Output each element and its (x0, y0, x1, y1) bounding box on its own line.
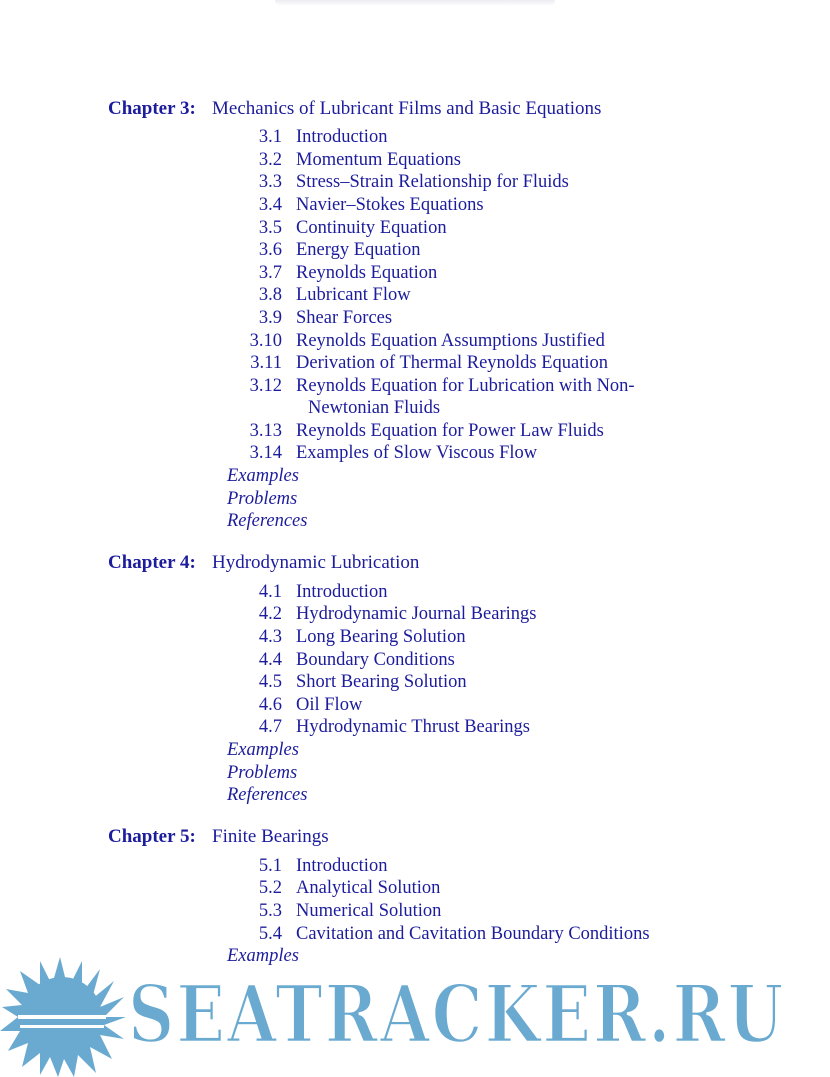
section-number: 5.2 (258, 878, 282, 898)
section-number: 4.5 (258, 672, 282, 692)
section-title: Reynolds Equation for Lubrication with Non- (296, 376, 635, 396)
section-number: 4.3 (258, 627, 282, 647)
section-title: Hydrodynamic Journal Bearings (296, 604, 537, 624)
section-number: 5.3 (258, 901, 282, 921)
section-title: Cavitation and Cavitation Boundary Conditions (296, 924, 650, 944)
section-title: Stress–Strain Relationship for Fluids (296, 172, 569, 192)
section-title: Energy Equation (296, 240, 421, 260)
section-title: Introduction (296, 127, 388, 147)
toc-references[interactable]: References (227, 511, 308, 531)
section-title: Oil Flow (296, 695, 363, 715)
chapter-3-heading[interactable] (108, 98, 601, 120)
section-title: Shear Forces (296, 308, 393, 328)
section-title: Momentum Equations (296, 150, 461, 170)
section-number: 3.3 (258, 172, 282, 192)
page-edge-shadow (275, 0, 555, 6)
chapter-label: Chapter 5: (108, 826, 196, 847)
section-title: Introduction (296, 582, 388, 602)
section-title: Hydrodynamic Thrust Bearings (296, 717, 530, 737)
section-number: 4.4 (258, 650, 282, 670)
toc-examples[interactable]: Examples (227, 946, 299, 966)
section-number: 4.7 (258, 717, 282, 737)
toc-examples[interactable]: Examples (227, 466, 299, 486)
section-title: Reynolds Equation Assumptions Justified (296, 331, 605, 351)
chapter-title: Hydrodynamic Lubrication (212, 552, 420, 573)
section-number: 3.11 (250, 353, 282, 373)
section-number: 5.1 (258, 856, 282, 876)
section-number: 3.12 (249, 376, 282, 396)
section-title-continuation: Newtonian Fluids (308, 398, 441, 418)
section-number: 3.8 (258, 285, 282, 305)
section-title: Lubricant Flow (296, 285, 411, 305)
section-title: Derivation of Thermal Reynolds Equation (296, 353, 609, 373)
chapter-label: Chapter 3: (108, 98, 196, 119)
section-title: Boundary Conditions (296, 650, 455, 670)
toc-problems[interactable]: Problems (227, 763, 298, 783)
toc-problems[interactable]: Problems (227, 489, 298, 509)
section-number: 3.7 (258, 263, 282, 283)
section-title: Long Bearing Solution (296, 627, 466, 647)
section-number: 3.2 (258, 150, 282, 170)
sun-icon (0, 957, 126, 1077)
section-title: Reynolds Equation for Power Law Fluids (296, 421, 604, 441)
toc-references[interactable]: References (227, 785, 308, 805)
section-title: Short Bearing Solution (296, 672, 467, 692)
section-number: 5.4 (258, 924, 282, 944)
chapter-title: Mechanics of Lubricant Films and Basic Equations (212, 98, 602, 119)
chapter-title: Finite Bearings (212, 826, 329, 847)
section-number: 3.13 (249, 421, 282, 441)
section-number: 3.4 (258, 195, 282, 215)
section-number: 3.10 (249, 331, 282, 351)
section-number: 3.6 (258, 240, 282, 260)
section-title: Examples of Slow Viscous Flow (296, 443, 538, 463)
section-number: 4.2 (258, 604, 282, 624)
section-title: Continuity Equation (296, 218, 447, 238)
section-title: Reynolds Equation (296, 263, 438, 283)
section-title: Numerical Solution (296, 901, 442, 921)
section-number: 3.9 (258, 308, 282, 328)
section-number: 4.1 (258, 582, 282, 602)
section-number: 3.1 (258, 127, 282, 147)
chapter-5-heading[interactable] (108, 826, 329, 848)
section-title: Navier–Stokes Equations (296, 195, 484, 215)
chapter-label: Chapter 4: (108, 552, 196, 573)
section-number: 4.6 (258, 695, 282, 715)
section-title: Introduction (296, 856, 388, 876)
watermark-text: SEATRACKER.RU (128, 968, 786, 1062)
toc-examples[interactable]: Examples (227, 740, 299, 760)
chapter-4-heading[interactable] (108, 552, 419, 574)
section-title: Analytical Solution (296, 878, 441, 898)
section-number: 3.14 (249, 443, 282, 463)
section-number: 3.5 (258, 218, 282, 238)
